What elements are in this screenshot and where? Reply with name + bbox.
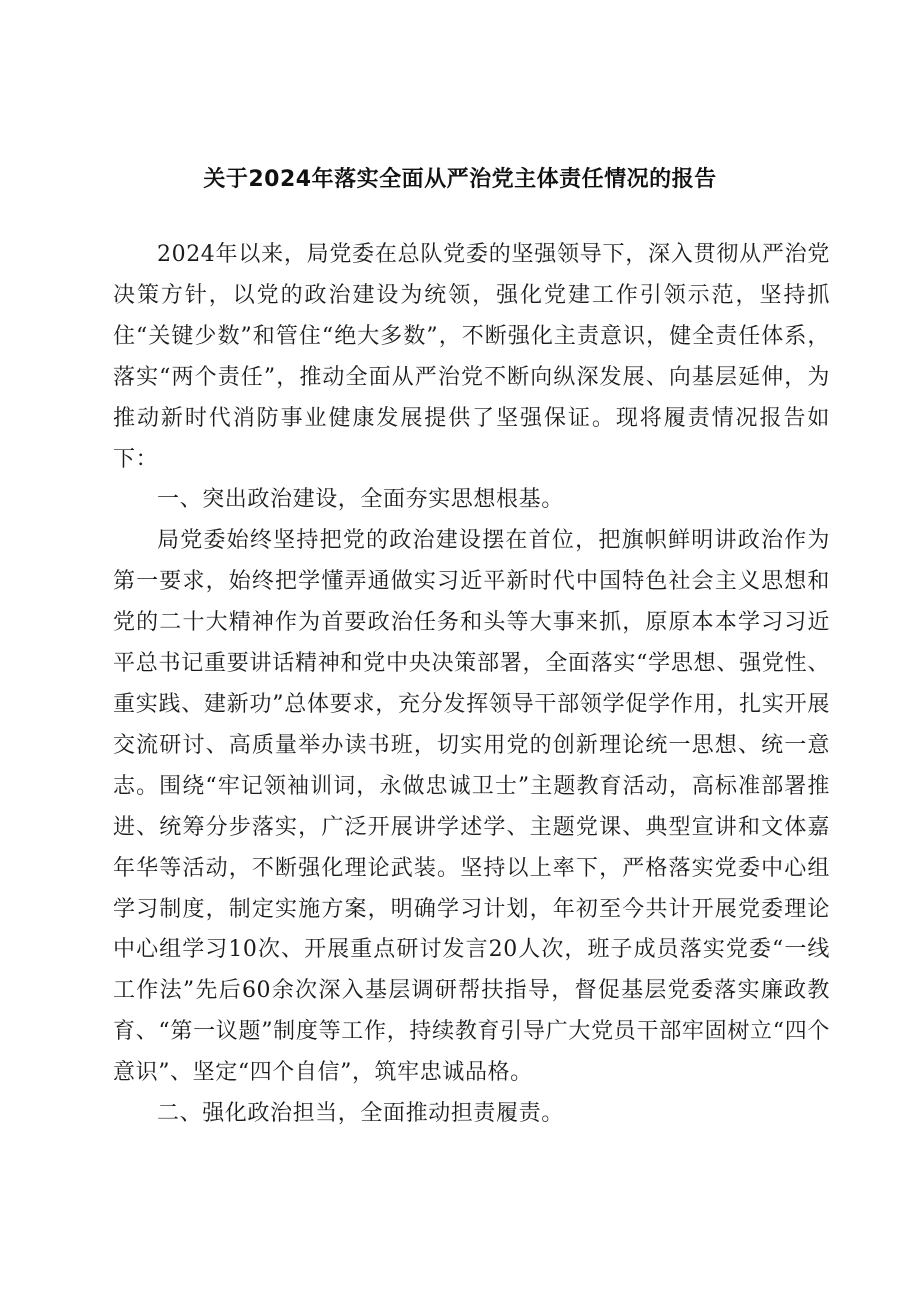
- section-heading-2: 二、强化政治担当，全面推动担责履责。: [157, 1101, 564, 1127]
- document-title: 关于2024年落实全面从严治党主体责任情况的报告: [203, 167, 717, 192]
- document-body: [113, 235, 830, 1135]
- paragraph-section-1: 局党委始终坚持把党的政治建设摆在首位，把旗帜鲜明讲政治作为第一要求，始终把学懂弄通做实习近平新时代中国特色社会主义思想和党的二十大精神作为首要政治任务和头等大事来抓，原原本本学习习近平总书记重要讲话精神和党中央决策部署，全面落实“学思想、强党性、重实践、建新功”总体要求，充分发挥领导干部领学促学作用，扎实开展交流研讨、高质量举办读书班，切实用党的创新理论统一思想、统一意志。围绕“牢记领袖训词，永做忠诚卫士”主题教育活动，高标准部署推进、统筹分步落实，广泛开展讲学述学、主题党课、典型宣讲和文体嘉年华等活动，不断强化理论武装。坚持以上率下，严格落实党委中心组学习制度，制定实施方案，明确学习计划，年初至今共计开展党委理论中心组学习10次、开展重点研讨发言20人次，班子成员落实党委“一线工作法”先后60余次深入基层调研帮扶指导，督促基层党委落实廉政教育、“第一议题”制度等工作，持续教育引导广大党员干部牢固树立“四个意识”、坚定“四个自信”，筑牢忠诚品格。: [113, 528, 830, 1086]
- paragraph-intro: 2024年以来，局党委在总队党委的坚强领导下，深入贯彻从严治党决策方针，以党的政治建设为统领，强化党建工作引领示范，坚持抓住“关键少数”和管住“绝大多数”，不断强化主责意识，健全责任体系，落实“两个责任”，推动全面从严治党不断向纵深发展、向基层延伸，为推动新时代消防事业健康发展提供了坚强保证。现将履责情况报告如下：: [113, 242, 830, 472]
- section-heading-1: 一、突出政治建设，全面夯实思想根基。: [157, 487, 564, 513]
